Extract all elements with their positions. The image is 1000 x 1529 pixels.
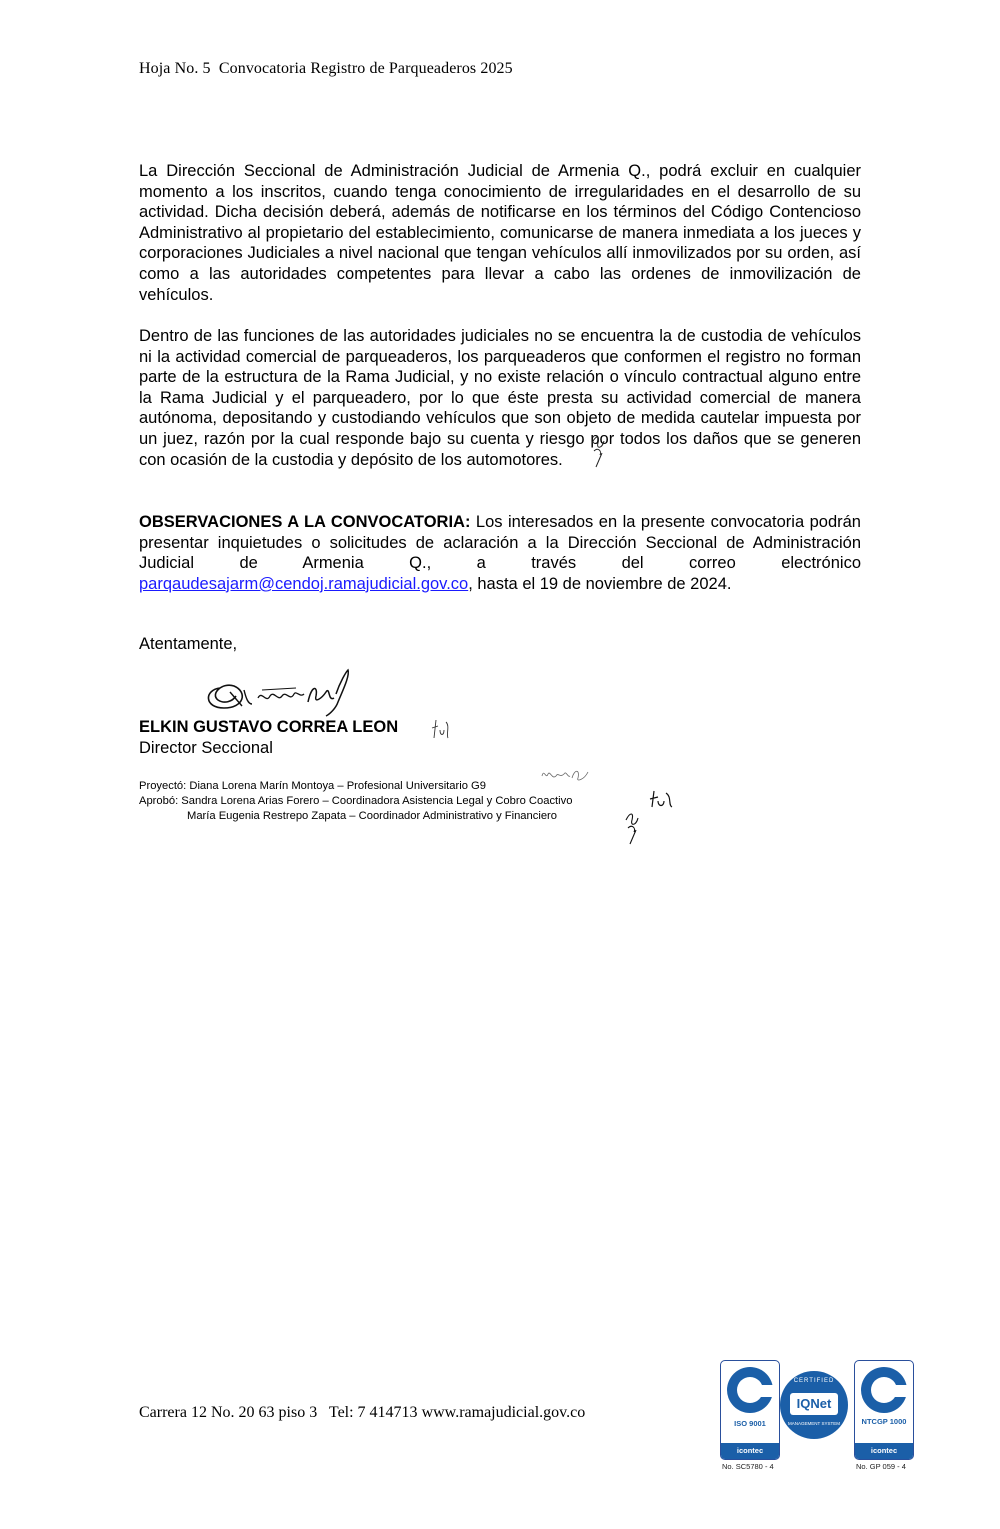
footer-website: www.ramajudicial.gov.co	[421, 1404, 586, 1421]
observations-heading: OBSERVACIONES A LA CONVOCATORIA:	[139, 513, 471, 531]
ntcgp-label: NTCGP 1000	[861, 1417, 907, 1426]
iso-number: No. SC5780 - 4	[722, 1462, 774, 1471]
approver-initial	[648, 789, 676, 809]
handwritten-initial-mark	[588, 429, 612, 469]
approver-second-initial	[622, 808, 646, 846]
iqnet-certified-text: CERTIFIED	[793, 1378, 835, 1384]
header-title: Convocatoria Registro de Parqueaderos 2025	[218, 60, 513, 77]
signer-initial	[430, 718, 452, 740]
ntcgp-number: No. GP 059 - 4	[856, 1462, 906, 1471]
observations-end: , hasta el 19 de noviembre de 2024.	[468, 574, 732, 593]
signer-name: ELKIN GUSTAVO CORREA LEON	[139, 718, 399, 736]
paragraph-exclusion: La Dirección Seccional de Administración Judicial de Armenia Q., podrá excluir en cualquier momento a los inscritos, cuando tenga conocimiento de irregularidades en el desarrollo de su actividad. Dicha decisión deberá, además de notificarse en los términos del Código Contencioso Administrativo al propietario del establecimiento, comunicarse de manera inmediata a los jueces y corporaciones Judiciales a nivel nacional que tengan vehículos allí inmovilizados por su orden, así como a las autoridades competentes para llevar a cabo las ordenes de inmovilización de vehículos.	[139, 162, 861, 304]
credit-projected: Proyectó: Diana Lorena Marín Montoya – Profesional Universitario G9	[139, 780, 486, 792]
iqnet-seal	[780, 1371, 848, 1439]
observations-text: Los interesados en la presente convocatoria podrán presentar inquietudes o solicitudes de aclaración a la Dirección Seccional de Administración Judicial de Armenia Q., a través del correo electrónico	[139, 513, 861, 573]
iso-seal-box	[720, 1360, 780, 1460]
signer-title: Director Seccional	[139, 739, 273, 757]
credit-approved: Aprobó: Sandra Lorena Arias Forero – Coordinadora Asistencia Legal y Cobro Coactivo	[139, 795, 573, 807]
iqnet-label: IQNet	[790, 1393, 838, 1415]
footer-phone: Tel: 7 414713	[328, 1404, 418, 1421]
icontec-logo-icon	[727, 1367, 773, 1413]
iso-brand: icontec	[721, 1443, 779, 1459]
projector-initial	[540, 766, 592, 784]
page-footer	[139, 1404, 585, 1422]
page-header	[139, 60, 513, 78]
email-link[interactable]: parqaudesajarm@cendoj.ramajudicial.gov.co	[139, 574, 469, 593]
ntcgp-brand: icontec	[855, 1443, 913, 1459]
footer-address: Carrera 12 No. 20 63 piso 3	[139, 1404, 318, 1421]
sheet-number: Hoja No. 5	[139, 60, 211, 77]
iqnet-system-text: MANAGEMENT SYSTEM	[788, 1421, 840, 1426]
icontec-logo-icon	[861, 1367, 907, 1413]
paragraph-observations	[139, 512, 861, 594]
ntcgp-seal-box	[854, 1360, 914, 1460]
credit-approved-second: María Eugenia Restrepo Zapata – Coordinador Administrativo y Financiero	[187, 810, 558, 822]
director-signature	[200, 668, 352, 718]
paragraph-custody: Dentro de las funciones de las autoridades judiciales no se encuentra la de custodia de vehículos ni la actividad comercial de parqueaderos, los parqueaderos que conformen el registro no forman parte de la estructura de la Rama Judicial, y no existe relación o vínculo contractual alguno entre la Rama Judicial y el parqueadero, por lo que éste presta su actividad comercial de manera autónoma, depositando y custodiando vehículos que son objeto de medida cautelar impuesta por un juez, razón por la cual responde bajo su cuenta y riesgo por todos los daños que se generen con ocasión de la custodia y depósito de los automotores.	[139, 327, 861, 469]
approval-credits	[139, 779, 572, 824]
iso-label: ISO 9001	[734, 1419, 766, 1428]
closing-salutation: Atentamente,	[139, 635, 238, 653]
